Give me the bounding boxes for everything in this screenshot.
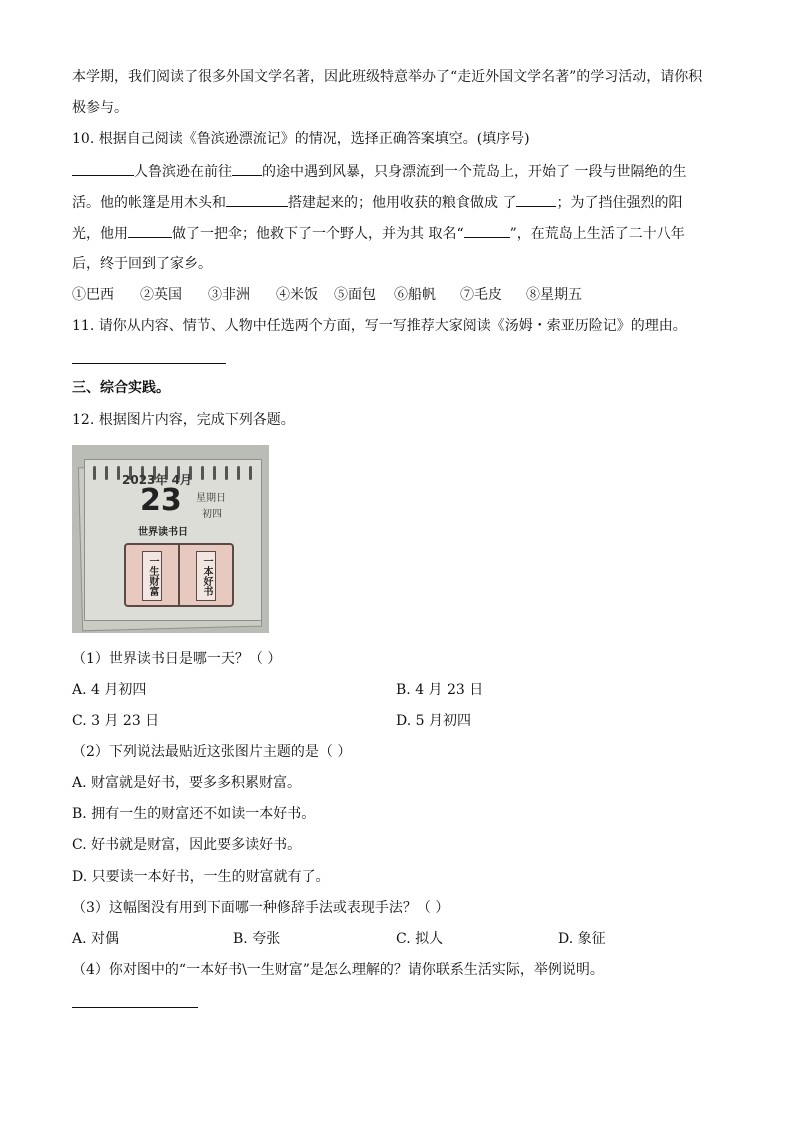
option-item: ③非洲 (208, 287, 250, 303)
choice-a[interactable]: A. 财富就是好书，要多多积累财富。 (72, 775, 302, 791)
q11-answer-line[interactable] (72, 363, 226, 364)
option-item: ①巴西 (72, 287, 114, 303)
q12-sub3-stem: （3）这幅图没有用到下面哪一种修辞手法或表现手法？（ ） (72, 900, 450, 916)
calendar-ring (93, 466, 96, 480)
q10-text: 光，他用 (72, 226, 128, 242)
choice-d[interactable]: D. 象征 (558, 931, 606, 947)
book-left-page (124, 543, 180, 607)
intro-line-1: 本学期，我们阅读了很多外国文学名著，因此班级特意举办了“走近外国文学名著”的学习活动，请你积 (72, 69, 703, 85)
left-page-text: 一生财富 (142, 551, 162, 601)
calendar-ring (225, 466, 228, 480)
calendar-day: 23 (140, 483, 182, 518)
q10-line-1 (72, 161, 686, 182)
option-item: ⑤面包 (334, 287, 376, 303)
q11-stem: 11. 请你从内容、情节、人物中任选两个方面，写一写推荐大家阅读《汤姆・索亚历险记》的理由。 (72, 318, 687, 334)
answer-blank-1[interactable] (72, 161, 134, 176)
q10-text: 搭建起来的；他用收获的粮食做成 了 (288, 195, 517, 211)
choice-b[interactable]: B. 拥有一生的财富还不如读一本好书。 (72, 806, 316, 822)
calendar-ring (237, 466, 240, 480)
choice-b[interactable]: B. 夸张 (233, 931, 281, 947)
calendar-event: 世界读书日 (138, 527, 188, 538)
choice-b[interactable]: B. 4 月 23 日 (396, 682, 484, 698)
section-3-title: 三、综合实践。 (72, 380, 170, 396)
q10-text: 做了一把伞；他救下了一个野人，并为其 取名“ (172, 226, 464, 242)
q10-line-4: 后，终于回到了家乡。 (72, 256, 212, 272)
q12-sub4-stem: （4）你对图中的“一本好书\一生财富”是怎么理解的？请你联系生活实际，举例说明。 (72, 962, 604, 978)
answer-blank-4[interactable] (516, 192, 556, 207)
option-item: ②英国 (140, 287, 182, 303)
q10-line-3 (72, 223, 685, 244)
choice-c[interactable]: C. 3 月 23 日 (72, 713, 160, 729)
q10-text: ；为了挡住强烈的阳 (556, 195, 683, 211)
q12-stem: 12. 根据图片内容，完成下列各题。 (72, 412, 295, 428)
q10-text: 活。他的帐篷是用木头和 (72, 195, 226, 211)
q12-sub2-stem: （2）下列说法最贴近这张图片主题的是（ ） (72, 744, 352, 760)
right-page-text: 一本好书 (196, 551, 216, 601)
choice-a[interactable]: A. 4 月初四 (72, 682, 147, 698)
open-book-icon (122, 539, 234, 605)
option-item: ⑦毛皮 (460, 287, 502, 303)
choice-c[interactable]: C. 拟人 (396, 931, 444, 947)
book-right-page (178, 543, 234, 607)
calendar-lunar-date: 初四 (202, 509, 222, 520)
answer-blank-2[interactable] (232, 161, 262, 176)
calendar-image (72, 445, 269, 633)
option-item: ⑧星期五 (526, 287, 582, 303)
q10-text: ”，在荒岛上生活了二十八年 (509, 226, 685, 242)
q10-line-2 (72, 192, 682, 213)
choice-c[interactable]: C. 好书就是财富，因此要多读好书。 (72, 837, 302, 853)
calendar-ring (117, 466, 120, 480)
choice-d[interactable]: D. 5 月初四 (396, 713, 471, 729)
answer-blank-3[interactable] (226, 192, 288, 207)
q10-text: 人鲁滨逊在前往 (134, 164, 232, 180)
q10-options (72, 285, 596, 305)
option-item: ⑥船帆 (394, 287, 436, 303)
option-item: ④米饭 (276, 287, 318, 303)
answer-blank-6[interactable] (464, 223, 510, 238)
q12-sub4-answer-line[interactable] (72, 1007, 198, 1008)
calendar-ring (249, 466, 252, 480)
calendar-ring (201, 466, 204, 480)
calendar-ring (213, 466, 216, 480)
choice-d[interactable]: D. 只要读一本好书，一生的财富就有了。 (72, 869, 330, 885)
calendar-month: 2023年 4月 (122, 473, 192, 487)
q12-sub1-stem: （1）世界读书日是哪一天？（ ） (72, 651, 282, 667)
answer-blank-5[interactable] (128, 223, 172, 238)
choice-a[interactable]: A. 对偶 (72, 931, 120, 947)
calendar-weekday: 星期日 (196, 493, 226, 504)
calendar-ring (105, 466, 108, 480)
intro-line-2: 极参与。 (72, 100, 128, 116)
q10-stem: 10. 根据自己阅读《鲁滨逊漂流记》的情况，选择正确答案填空。(填序号) (72, 131, 530, 147)
q10-text: 的途中遇到风暴，只身漂流到一个荒岛上，开始了 一段与世隔绝的生 (262, 164, 687, 180)
